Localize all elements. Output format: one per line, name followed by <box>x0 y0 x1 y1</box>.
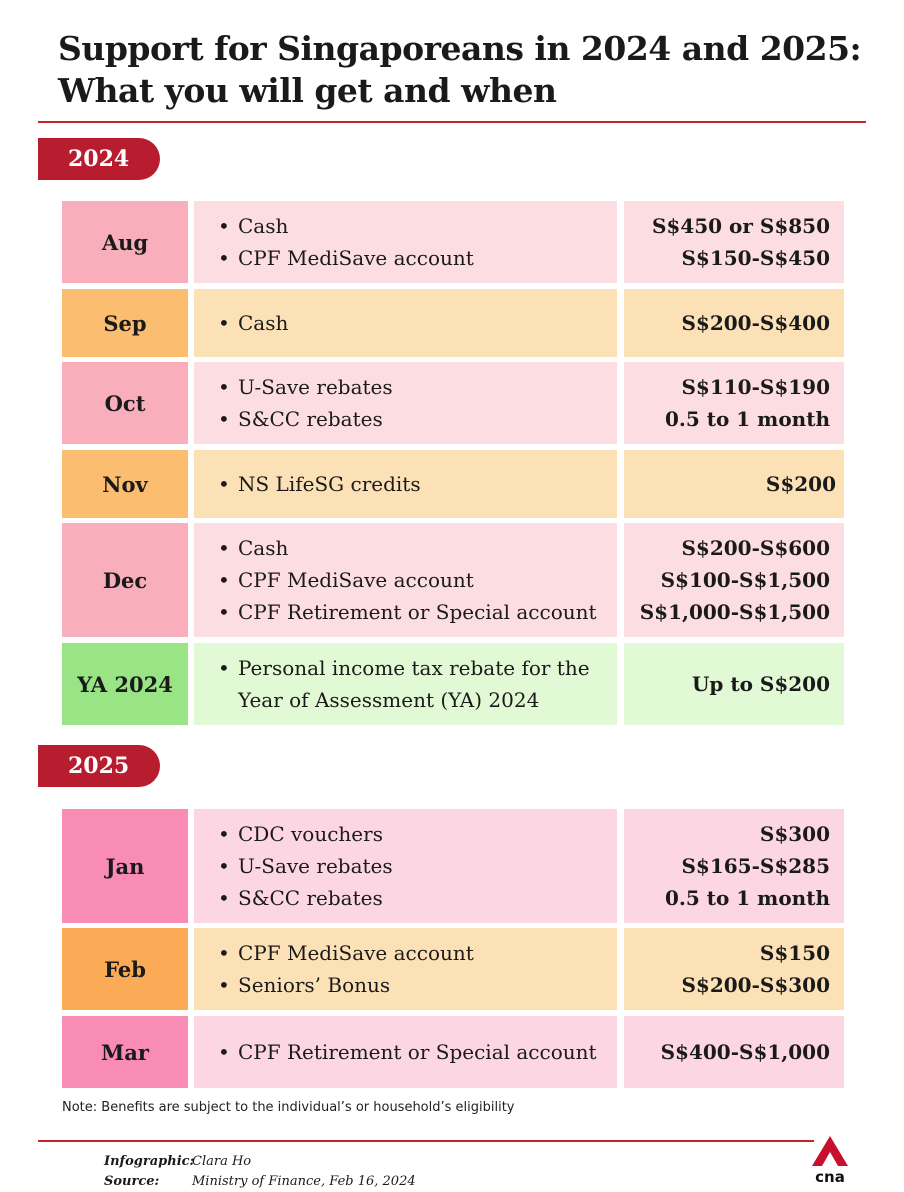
year-tag-2025: 2025 <box>38 745 160 787</box>
value-text: S$200-S$600 <box>681 536 830 560</box>
value-text: S$165-S$285 <box>681 854 830 878</box>
credit-value: Clara Ho <box>192 1154 252 1169</box>
value-text: S$200-S$300 <box>681 973 830 997</box>
value-text: S$150 <box>759 941 830 965</box>
values-cell <box>624 523 844 637</box>
items-cell <box>194 201 617 283</box>
title-line-2: What you will get and when <box>58 71 557 110</box>
month-cell: Oct <box>62 362 188 444</box>
values-cell <box>624 289 844 357</box>
items-cell <box>194 450 617 518</box>
list-item: • U-Save rebates <box>218 375 393 399</box>
month-cell: Dec <box>62 523 188 637</box>
credit-infographic <box>104 1152 416 1172</box>
values-cell <box>624 450 844 518</box>
credit-source <box>104 1172 416 1192</box>
list-item: • Cash <box>218 311 289 335</box>
value-text: S$100-S$1,500 <box>660 568 830 592</box>
value-text: S$200-S$400 <box>681 311 830 335</box>
list-item: • CPF MediSave account <box>218 246 474 270</box>
values-cell <box>624 1016 844 1088</box>
month-cell: YA 2024 <box>62 643 188 725</box>
value-text: 0.5 to 1 month <box>665 886 830 910</box>
list-item: • Seniors’ Bonus <box>218 973 391 997</box>
month-cell: Mar <box>62 1016 188 1088</box>
value-text: S$200 <box>765 472 836 496</box>
value-text: 0.5 to 1 month <box>665 407 830 431</box>
month-cell: Jan <box>62 809 188 923</box>
values-cell <box>624 928 844 1010</box>
eligibility-note: Note: Benefits are subject to the individual’s or household’s eligibility <box>62 1100 515 1115</box>
value-text: Up to S$200 <box>691 672 830 696</box>
row-mar <box>62 1016 844 1088</box>
page-title <box>58 28 878 112</box>
items-cell <box>194 809 617 923</box>
values-cell <box>624 201 844 283</box>
cna-logo-text: cna <box>815 1168 845 1184</box>
row-oct <box>62 362 844 444</box>
month-cell: Sep <box>62 289 188 357</box>
month-cell: Aug <box>62 201 188 283</box>
value-text: S$450 or S$850 <box>651 214 830 238</box>
list-item: • Personal income tax rebate for the Year of Assessment (YA) 2024 <box>218 656 590 712</box>
credits <box>104 1152 416 1192</box>
row-sep <box>62 289 844 357</box>
credit-label: Infographic: <box>104 1154 195 1169</box>
list-item: • S&CC rebates <box>218 407 383 431</box>
row-jan <box>62 809 844 923</box>
list-item: • CPF MediSave account <box>218 568 474 592</box>
row-aug <box>62 201 844 283</box>
values-cell <box>624 809 844 923</box>
values-cell <box>624 643 844 725</box>
list-item: • CDC vouchers <box>218 822 383 846</box>
row-ya-2024 <box>62 643 844 725</box>
year-tag-2024: 2024 <box>38 138 160 180</box>
list-item: • CPF MediSave account <box>218 941 474 965</box>
row-feb <box>62 928 844 1010</box>
list-item: • S&CC rebates <box>218 886 383 910</box>
cna-logo-mark <box>812 1136 848 1166</box>
value-text: S$400-S$1,000 <box>660 1040 830 1064</box>
month-cell: Feb <box>62 928 188 1010</box>
list-item: • U-Save rebates <box>218 854 393 878</box>
items-cell <box>194 523 617 637</box>
list-item: • Cash <box>218 214 289 238</box>
value-text: S$300 <box>759 822 830 846</box>
value-text: S$1,000-S$1,500 <box>639 600 830 624</box>
credit-value: Ministry of Finance, Feb 16, 2024 <box>192 1174 416 1189</box>
list-item: • NS LifeSG credits <box>218 472 421 496</box>
row-dec <box>62 523 844 637</box>
items-cell <box>194 289 617 357</box>
footer-divider <box>38 1140 814 1142</box>
list-item: • CPF Retirement or Special account <box>218 600 597 624</box>
title-divider <box>38 121 866 123</box>
items-cell <box>194 362 617 444</box>
items-cell <box>194 643 617 725</box>
values-cell <box>624 362 844 444</box>
row-nov <box>62 450 844 518</box>
value-text: S$110-S$190 <box>681 375 830 399</box>
title-line-1: Support for Singaporeans in 2024 and 2025: <box>58 29 862 68</box>
credit-label: Source: <box>104 1174 160 1189</box>
items-cell <box>194 1016 617 1088</box>
items-cell <box>194 928 617 1010</box>
month-cell: Nov <box>62 450 188 518</box>
cna-logo-icon <box>808 1134 852 1184</box>
list-item: • CPF Retirement or Special account <box>218 1040 597 1064</box>
value-text: S$150-S$450 <box>681 246 830 270</box>
list-item: • Cash <box>218 536 289 560</box>
